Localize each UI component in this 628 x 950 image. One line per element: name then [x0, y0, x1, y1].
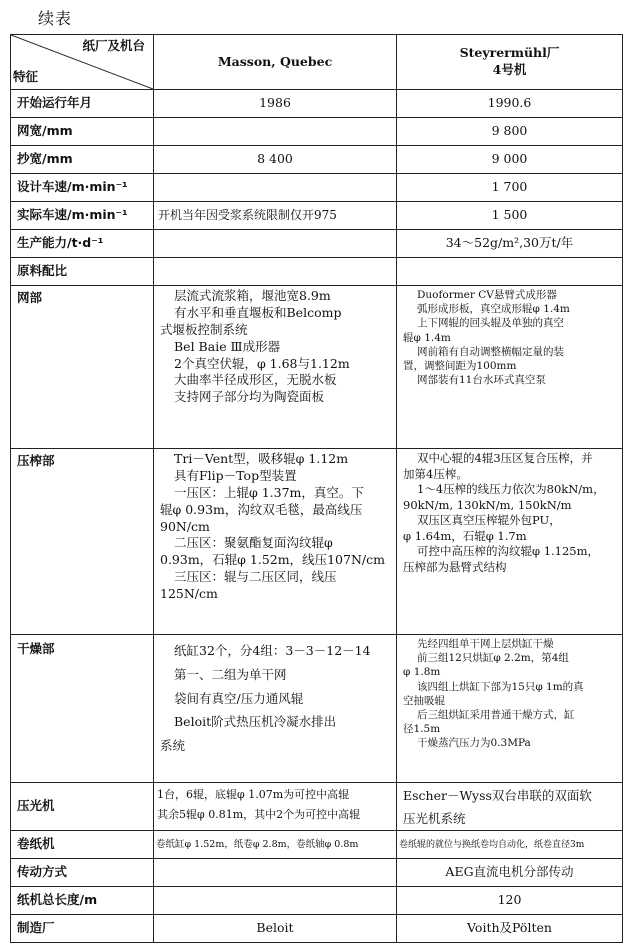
cell-trim-masson: 8 400 — [154, 146, 397, 174]
cell-start-masson: 1986 — [154, 90, 397, 118]
row-label-design-speed: 设计车速/m·min⁻¹ — [11, 174, 154, 202]
cell-actual-speed-masson: 开机当年因受浆系统限制仅开975 — [154, 202, 397, 230]
text-line: 压榨部为悬臂式结构 — [403, 559, 507, 574]
table-caption: 续表 — [38, 9, 73, 28]
table-row — [11, 146, 623, 174]
cell-press-masson — [154, 449, 397, 635]
text-line: 一压区：上辊φ 1.37m，真空。下 — [174, 484, 364, 500]
cell-furnish-steyr — [397, 258, 623, 286]
cell-capacity-steyr: 34～52g/m²,30万t/年 — [397, 230, 623, 258]
cell-actual-speed-steyr: 1 500 — [397, 202, 623, 230]
text-line: 辊φ 1.4m — [403, 331, 451, 344]
cell-width-masson — [154, 118, 397, 146]
text-line: 纸缸32个，分4组：3－3－12－14 — [174, 643, 371, 658]
text-line: 上下网辊的回头辊及单独的真空 — [417, 317, 564, 330]
text-line: 干燥蒸汽压力为0.3MPa — [417, 737, 531, 750]
cell-drive-masson — [154, 859, 397, 887]
table-row — [11, 635, 623, 783]
text-line: 弧形成形板，真空成形辊φ 1.4m — [417, 303, 570, 316]
text-line: 后三组烘缸采用普通干燥方式，缸 — [417, 708, 575, 721]
col-header-steyrermuhl-machine: 4号机 — [492, 62, 527, 77]
table-row — [11, 449, 623, 635]
text-line: 径1.5m — [403, 723, 441, 736]
corner-top-label: 纸厂及机台 — [82, 38, 145, 53]
table-row — [11, 230, 623, 258]
col-header-steyrermuhl-name: Steyrermühl厂 — [459, 45, 560, 61]
text-line: 网前箱有自动调整横幅定量的装 — [417, 345, 564, 358]
text-line: 双中心辊的4辊3压区复合压榨，并 — [417, 451, 593, 465]
text-line: 双压区真空压榨辊外包PU， — [417, 513, 561, 528]
text-line: Duoformer CV悬臂式成形器 — [417, 289, 557, 301]
row-label-start: 开始运行年月 — [11, 90, 154, 118]
table-row — [11, 859, 623, 887]
cell-design-speed-masson — [154, 174, 397, 202]
table-row — [11, 174, 623, 202]
cell-press-steyr — [397, 449, 623, 635]
text-line: 式堰板控制系统 — [160, 321, 248, 337]
header-row — [11, 35, 623, 90]
text-line: 具有Flip－Top型装置 — [174, 467, 297, 483]
text-line: 支持网子部分均为陶瓷面板 — [174, 389, 325, 405]
table-row — [11, 887, 623, 915]
spec-table — [10, 34, 623, 943]
text-line: 网部装有11台水环式真空泵 — [417, 374, 546, 387]
text-line: 三压区：辊与二压区同，线压 — [174, 569, 337, 585]
table-row — [11, 118, 623, 146]
text-line: φ 1.8m — [403, 666, 441, 679]
table-row — [11, 915, 623, 943]
text-line: 2个真空伏辊，φ 1.68与1.12m — [174, 355, 350, 371]
cell-capacity-masson — [154, 230, 397, 258]
table-row — [11, 258, 623, 286]
cell-reel-masson: 卷纸缸φ 1.52m，纸卷φ 2.8m，卷纸轴φ 0.8m — [154, 831, 397, 859]
text-line: φ 1.64m，石辊φ 1.7m — [403, 528, 527, 543]
table-row — [11, 90, 623, 118]
row-label-maker: 制造厂 — [11, 915, 154, 943]
text-line: 大曲率半径成形区，无脱水板 — [174, 372, 337, 388]
row-label-furnish: 原料配比 — [11, 258, 154, 286]
col-header-masson: Masson, Quebec — [154, 35, 397, 90]
text-line: 二压区：聚氨酯复面沟纹辊φ — [174, 535, 333, 551]
text-line: 125N/cm — [160, 586, 218, 601]
table-row — [11, 286, 623, 449]
text-line: 1～4压榨的线压力依次为80kN/m， — [417, 482, 605, 497]
cell-design-speed-steyr: 1 700 — [397, 174, 623, 202]
row-label-drive: 传动方式 — [11, 859, 154, 887]
cell-dryer-masson — [154, 635, 397, 783]
cell-start-steyr: 1990.6 — [397, 90, 623, 118]
table-row — [11, 783, 623, 831]
table-row — [11, 202, 623, 230]
corner-bottom-label: 特征 — [13, 69, 39, 85]
text-line: 置，调整间距为100mm — [403, 359, 517, 372]
cell-length-steyr: 120 — [397, 887, 623, 915]
text-line: 可控中高压榨的沟纹辊φ 1.125m， — [417, 544, 600, 559]
text-line: 先经四组单干网上层烘缸干燥 — [417, 638, 554, 650]
row-label-actual-speed: 实际车速/m·min⁻¹ — [11, 202, 154, 230]
text-line: 空抽吸辊 — [403, 694, 445, 707]
cell-reel-steyr: 卷纸辊的就位与换纸卷均自动化，纸卷直径3m — [397, 831, 623, 859]
cell-length-masson — [154, 887, 397, 915]
text-line: 90N/cm — [160, 518, 210, 534]
text-line: 压光机系统 — [403, 810, 466, 826]
text-line: Bel Baie Ⅲ成形器 — [174, 338, 281, 354]
row-label-wire: 网部 — [11, 286, 154, 449]
text-line: 90kN/m, 130kN/m, 150kN/m — [403, 497, 572, 512]
corner-header-cell — [11, 35, 154, 90]
table-row — [11, 831, 623, 859]
cell-maker-steyr: Voith及Pölten — [397, 915, 623, 943]
text-line: 辊φ 0.93m，沟纹双毛毯，最高线压 — [160, 501, 363, 517]
cell-furnish-masson — [154, 258, 397, 286]
cell-calender-masson — [154, 783, 397, 831]
text-line: 1台，6辊，底辊φ 1.07m为可控中高辊 — [157, 788, 350, 801]
text-line: 前三组12只烘缸φ 2.2m，第4组 — [417, 652, 569, 665]
text-line: Tri－Vent型，吸移辊φ 1.12m — [174, 451, 349, 466]
row-label-reel: 卷纸机 — [11, 831, 154, 859]
text-line: 有水平和垂直堰板和Belcomp — [174, 304, 342, 320]
text-line: 袋间有真空/压力通风辊 — [174, 690, 304, 706]
cell-maker-masson: Beloit — [154, 915, 397, 943]
row-label-calender: 压光机 — [11, 783, 154, 831]
row-label-dryer: 干燥部 — [11, 635, 154, 783]
row-label-length: 纸机总长度/m — [11, 887, 154, 915]
cell-drive-steyr: AEG直流电机分部传动 — [397, 859, 623, 887]
row-label-trim: 抄宽/mm — [11, 146, 154, 174]
cell-trim-steyr: 9 000 — [397, 146, 623, 174]
text-line: Escher－Wyss双台串联的双面软 — [403, 788, 592, 803]
col-header-steyrermuhl — [397, 35, 623, 90]
row-label-press: 压榨部 — [11, 449, 154, 635]
text-line: 系统 — [160, 738, 186, 753]
text-line: 其余5辊φ 0.81m，其中2个为可控中高辊 — [157, 807, 361, 821]
cell-wire-masson — [154, 286, 397, 449]
row-label-capacity: 生产能力/t·d⁻¹ — [11, 230, 154, 258]
row-label-width: 网宽/mm — [11, 118, 154, 146]
text-line: 加第4压榨。 — [403, 466, 468, 481]
text-line: 第一、二组为单干网 — [174, 666, 287, 682]
cell-calender-steyr — [397, 783, 623, 831]
text-line: Beloit阶式热压机冷凝水排出 — [174, 714, 337, 730]
cell-wire-steyr — [397, 286, 623, 449]
text-line: 层流式流浆箱，堰池宽8.9m — [174, 288, 331, 303]
cell-dryer-steyr — [397, 635, 623, 783]
text-line: 该四组上烘缸下部为15只φ 1m的真 — [417, 680, 584, 693]
cell-width-steyr: 9 800 — [397, 118, 623, 146]
text-line: 0.93m，石辊φ 1.52m，线压107N/cm — [160, 552, 385, 568]
